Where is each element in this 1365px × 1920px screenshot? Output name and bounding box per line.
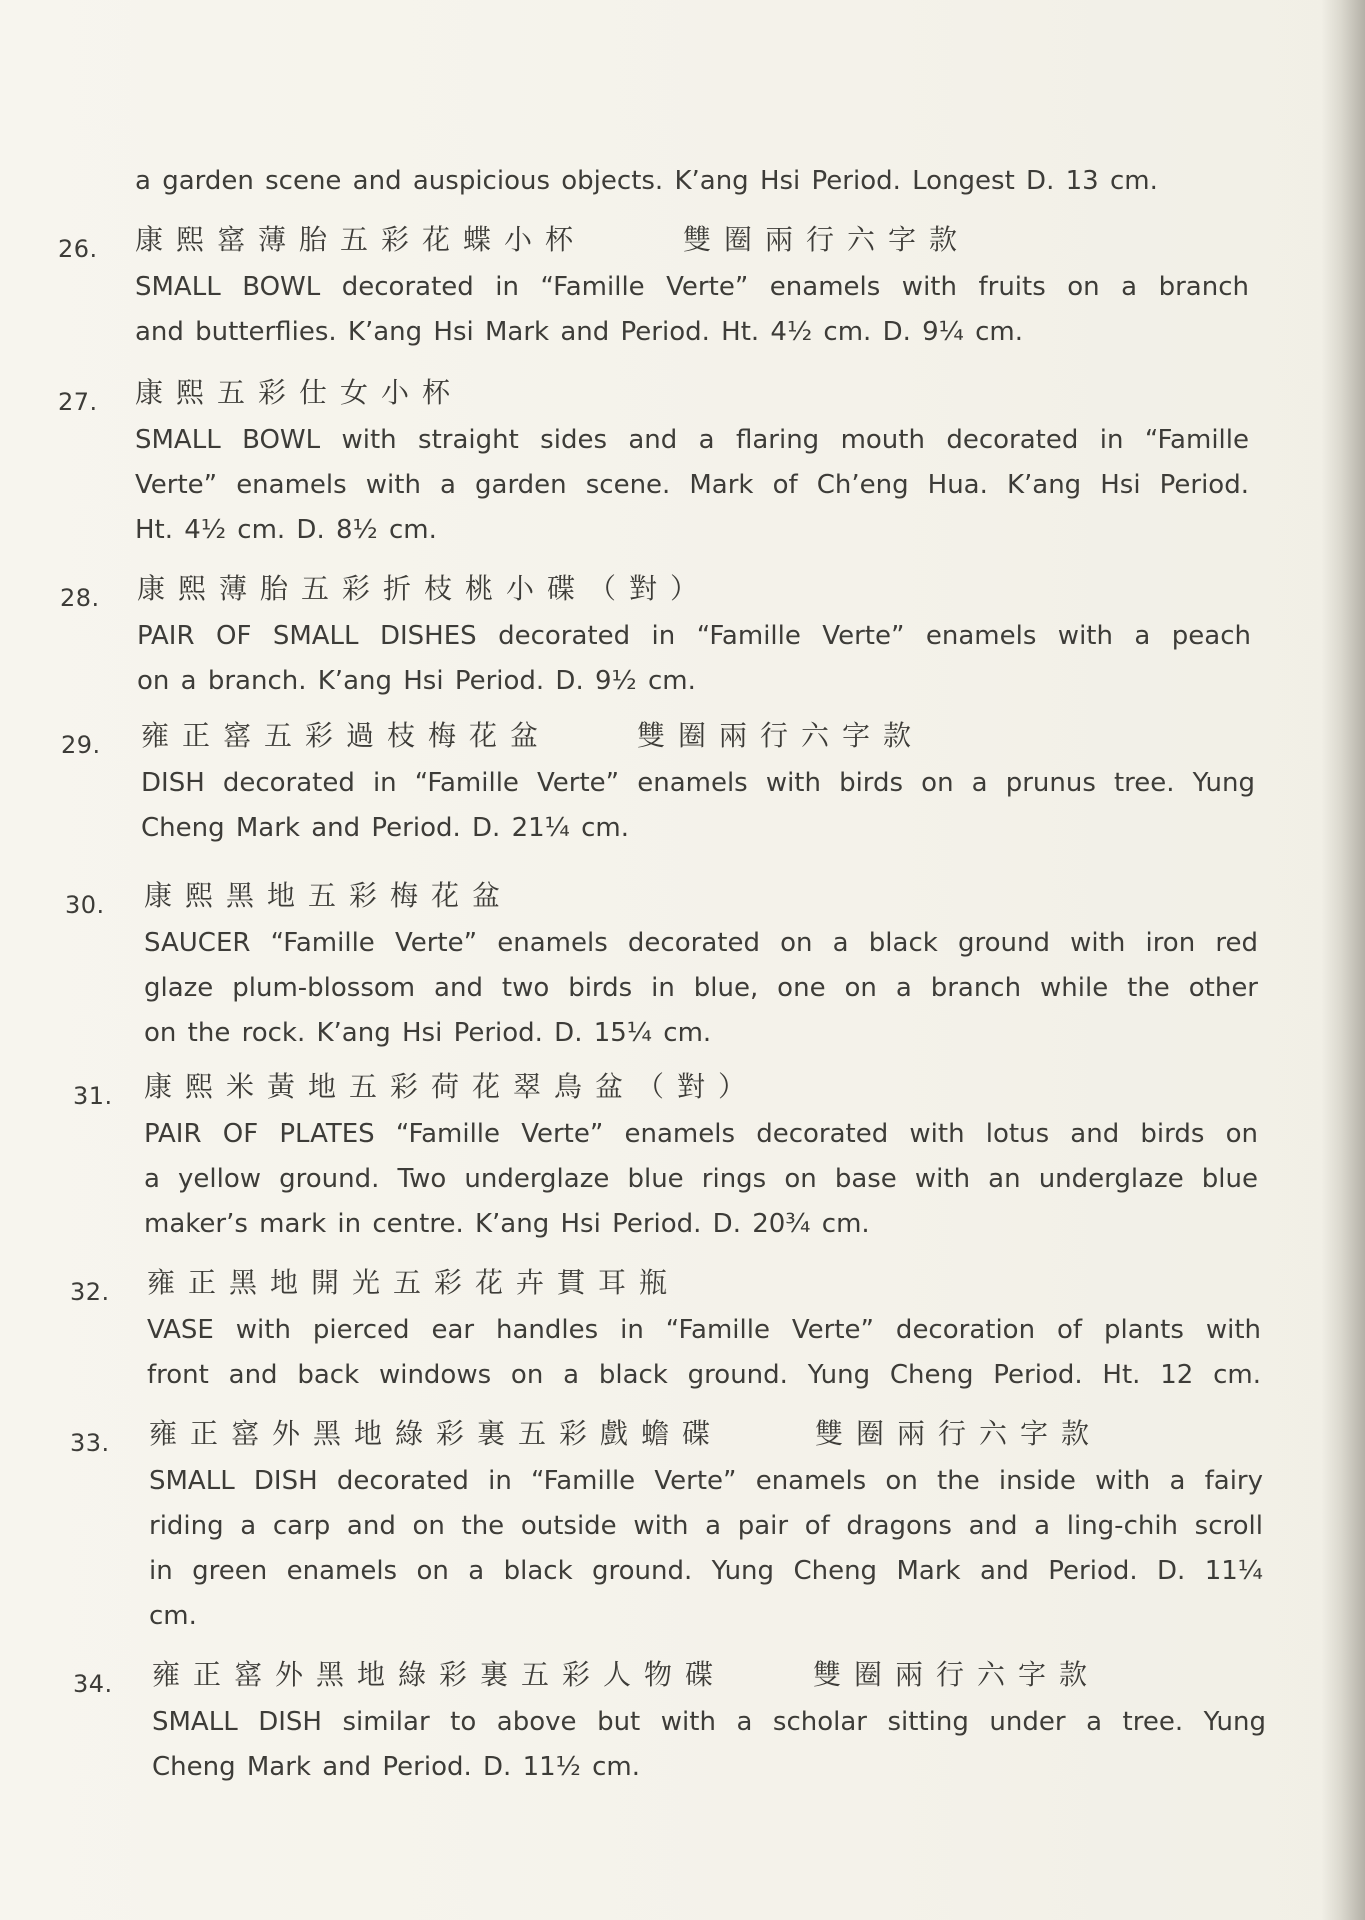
chinese-name: 雍正窰外黑地綠彩裏五彩戲蟾碟 xyxy=(149,1417,724,1450)
catalogue-entry-27 xyxy=(58,368,1258,588)
entry-number: 26. xyxy=(58,235,98,263)
chinese-title xyxy=(137,564,1251,614)
catalogue-entry-34 xyxy=(73,1650,1273,1870)
entry-body xyxy=(152,1650,1266,1790)
entry-body xyxy=(137,564,1251,704)
entry-body xyxy=(135,368,1249,553)
entry-number: 34. xyxy=(73,1670,113,1698)
chinese-name: 康熙五彩仕女小杯 xyxy=(135,376,464,409)
description-line: a yellow ground. Two underglaze blue rings on base with an underglaze blue xyxy=(144,1164,1258,1194)
continued-description-line: a garden scene and auspicious objects. K’ang Hsi Period. Longest D. 13 cm. xyxy=(135,166,1158,196)
description-line: maker’s mark in centre. K’ang Hsi Period. D. 20¾ cm. xyxy=(144,1209,870,1239)
description-line: cm. xyxy=(149,1601,197,1631)
entry-number: 31. xyxy=(73,1082,113,1110)
catalogue-entry-33 xyxy=(70,1409,1270,1629)
description-line: Ht. 4½ cm. D. 8½ cm. xyxy=(135,515,437,545)
description-line: in green enamels on a black ground. Yung Cheng Mark and Period. D. 11¼ xyxy=(149,1556,1263,1586)
description-line: on the rock. K’ang Hsi Period. D. 15¼ cm. xyxy=(144,1018,712,1048)
chinese-name: 雍正窰外黑地綠彩裏五彩人物碟 xyxy=(152,1658,727,1691)
description-line: Verte” enamels with a garden scene. Mark of Ch’eng Hua. K’ang Hsi Period. xyxy=(135,470,1249,500)
description-line: VASE with pierced ear handles in “Famille Verte” decoration of plants with xyxy=(147,1315,1261,1345)
page-edge-shadow xyxy=(1321,0,1365,1920)
entry-number: 29. xyxy=(61,731,101,759)
chinese-title xyxy=(144,1062,1258,1112)
chinese-name: 雍正黑地開光五彩花卉貫耳瓶 xyxy=(147,1266,681,1299)
chinese-title xyxy=(135,368,1249,418)
description-line: DISH decorated in “Famille Verte” enamels with birds on a prunus tree. Yung xyxy=(141,768,1255,798)
description-line: SAUCER “Famille Verte” enamels decorated on a black ground with iron red xyxy=(144,928,1258,958)
chinese-title xyxy=(149,1409,1263,1459)
entry-body xyxy=(141,711,1255,851)
entry-number: 32. xyxy=(70,1278,110,1306)
catalogue-entry-31 xyxy=(73,1062,1273,1282)
description-line: and butterflies. K’ang Hsi Mark and Period. Ht. 4½ cm. D. 9¼ cm. xyxy=(135,317,1024,347)
description-line: riding a carp and on the outside with a pair of dragons and a ling-chih scroll xyxy=(149,1511,1263,1541)
description-line: PAIR OF SMALL DISHES decorated in “Famille Verte” enamels with a peach xyxy=(137,621,1251,651)
description-line: front and back windows on a black ground. Yung Cheng Period. Ht. 12 cm. xyxy=(147,1360,1261,1390)
entry-number: 33. xyxy=(70,1429,110,1457)
entry-number: 28. xyxy=(60,584,100,612)
entry-body xyxy=(149,1409,1263,1639)
reign-mark-note: 雙圈兩行六字款 xyxy=(813,1658,1101,1691)
chinese-name: 康熙米黃地五彩荷花翠鳥盆（對） xyxy=(144,1070,760,1103)
description-line: glaze plum-blossom and two birds in blue, one on a branch while the other xyxy=(144,973,1258,1003)
chinese-name: 康熙薄胎五彩折枝桃小碟（對） xyxy=(137,572,712,605)
description-line: Cheng Mark and Period. D. 21¼ cm. xyxy=(141,813,630,843)
entry-number: 30. xyxy=(65,891,105,919)
chinese-title xyxy=(152,1650,1266,1700)
entry-body xyxy=(144,1062,1258,1247)
reign-mark-note: 雙圈兩行六字款 xyxy=(815,1417,1103,1450)
description-line: on a branch. K’ang Hsi Period. D. 9½ cm. xyxy=(137,666,696,696)
chinese-title xyxy=(144,871,1258,921)
description-line: SMALL BOWL with straight sides and a flaring mouth decorated in “Famille xyxy=(135,425,1249,455)
description-line: SMALL BOWL decorated in “Famille Verte” enamels with fruits on a branch xyxy=(135,272,1249,302)
description-line: SMALL DISH similar to above but with a scholar sitting under a tree. Yung xyxy=(152,1707,1266,1737)
catalogue-entry-30 xyxy=(65,871,1265,1091)
chinese-name: 康熙窰薄胎五彩花蝶小杯 xyxy=(135,223,587,256)
chinese-title xyxy=(135,215,1249,265)
chinese-title xyxy=(147,1258,1261,1308)
chinese-name: 康熙黑地五彩梅花盆 xyxy=(144,879,514,912)
reign-mark-note: 雙圈兩行六字款 xyxy=(683,223,971,256)
entry-number: 27. xyxy=(58,388,98,416)
reign-mark-note: 雙圈兩行六字款 xyxy=(637,719,925,752)
description-line: SMALL DISH decorated in “Famille Verte” enamels on the inside with a fairy xyxy=(149,1466,1263,1496)
entry-body xyxy=(147,1258,1261,1398)
description-line: Cheng Mark and Period. D. 11½ cm. xyxy=(152,1752,641,1782)
chinese-title xyxy=(141,711,1255,761)
description-line: PAIR OF PLATES “Famille Verte” enamels decorated with lotus and birds on xyxy=(144,1119,1258,1149)
entry-body xyxy=(135,215,1249,355)
entry-body xyxy=(144,871,1258,1056)
chinese-name: 雍正窰五彩過枝梅花盆 xyxy=(141,719,552,752)
